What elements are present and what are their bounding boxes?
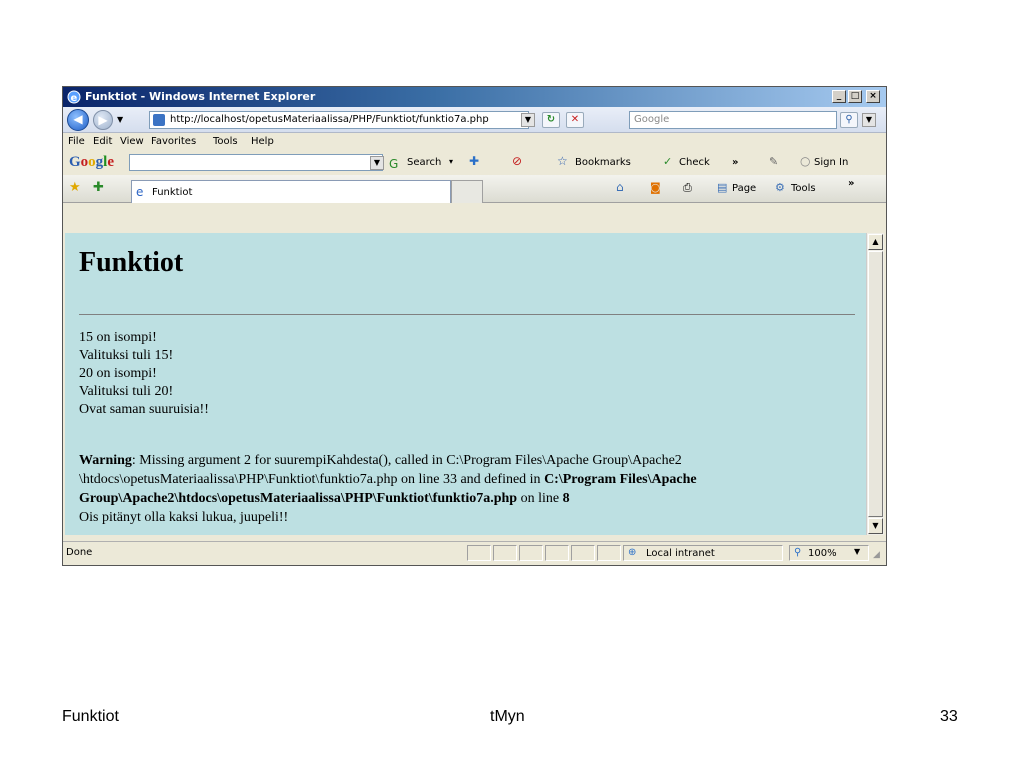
new-tab-button[interactable]: [451, 180, 483, 203]
google-logo: Google: [69, 154, 115, 170]
address-dropdown-button[interactable]: ▼: [521, 113, 535, 127]
menu-favorites[interactable]: Favorites: [151, 136, 197, 147]
php-warning: [79, 451, 859, 527]
tools-gear-icon: ⚙: [775, 181, 785, 194]
window-title: Funktiot - Windows Internet Explorer: [85, 90, 316, 103]
address-input[interactable]: [149, 111, 529, 129]
menu-help[interactable]: Help: [251, 136, 274, 147]
spellcheck-icon[interactable]: ✓: [663, 155, 673, 168]
intranet-icon: ⊕: [628, 547, 637, 558]
google-search-input[interactable]: [129, 154, 383, 171]
google-toolbar: [63, 151, 886, 175]
status-segment: [597, 545, 621, 561]
check-button[interactable]: Check: [679, 157, 710, 168]
forward-button[interactable]: ▶: [93, 110, 113, 130]
more-chevron-icon[interactable]: »: [732, 157, 739, 168]
search-dropdown-icon[interactable]: ▾: [449, 157, 454, 166]
bookmark-star-icon[interactable]: ☆: [557, 154, 568, 168]
output-line: 20 on isompi!: [79, 366, 157, 381]
page-menu-button[interactable]: Page: [732, 183, 757, 194]
menu-view[interactable]: View: [120, 136, 144, 147]
divider: [79, 314, 855, 315]
page-heading: Funktiot: [79, 247, 184, 278]
add-favorites-icon[interactable]: ✚: [93, 180, 104, 195]
status-text: Done: [66, 547, 93, 558]
warning-text-line: on line: [517, 491, 563, 506]
menu-file[interactable]: File: [68, 136, 85, 147]
ie-window: [62, 86, 887, 566]
refresh-icon[interactable]: ↻: [542, 112, 560, 128]
zoom-dropdown-icon[interactable]: ▼: [854, 547, 861, 556]
status-segment: [519, 545, 543, 561]
zoom-icon: ⚲: [794, 547, 802, 558]
vertical-scrollbar[interactable]: [866, 233, 884, 535]
minimize-button[interactable]: _: [832, 90, 846, 103]
footer-title: Funktiot: [62, 708, 119, 725]
stop-icon[interactable]: ✕: [566, 112, 584, 128]
scroll-down-button[interactable]: ▼: [868, 518, 883, 534]
status-segment: [545, 545, 569, 561]
tab-bar: [63, 175, 886, 203]
search-input[interactable]: [629, 111, 837, 129]
menu-edit[interactable]: Edit: [93, 136, 113, 147]
warning-path: C:\Program Files\Apache Group\Apache2\htdocs\opetusMateriaalissa\PHP\Funktiot\funktio7a.php: [79, 472, 697, 506]
feeds-icon[interactable]: ◙: [650, 181, 661, 194]
title-bar[interactable]: [63, 87, 886, 107]
warning-line-number: 8: [562, 491, 570, 506]
search-placeholder: Google: [634, 114, 670, 125]
more-commands-chevron-icon[interactable]: »: [848, 178, 855, 189]
google-search-icon[interactable]: G: [389, 157, 399, 171]
output-line: 15 on isompi!: [79, 330, 157, 345]
address-url: http://localhost/opetusMateriaalissa/PHP/Funktiot/funktio7a.php: [170, 114, 489, 125]
page-icon: ▤: [717, 181, 728, 194]
scroll-up-button[interactable]: ▲: [868, 234, 883, 250]
tab-label: Funktiot: [152, 187, 193, 198]
puzzle-icon[interactable]: ✚: [469, 154, 480, 168]
warning-label: Warning: [79, 453, 132, 468]
sign-in-button[interactable]: Sign In: [814, 157, 849, 168]
page-content: [65, 233, 866, 535]
zoom-text: 100%: [808, 548, 837, 559]
footer-page-number: 33: [940, 708, 958, 725]
zone-segment[interactable]: [623, 545, 783, 561]
wrench-icon[interactable]: ✎: [769, 155, 779, 168]
menu-tools[interactable]: Tools: [213, 136, 238, 147]
recent-pages-dropdown-icon[interactable]: ▼: [117, 115, 124, 124]
output-line: Ovat saman suuruisia!!: [79, 402, 209, 417]
resize-grip-icon[interactable]: ◢: [873, 550, 880, 560]
signin-circle-icon: ○: [800, 154, 811, 168]
back-button[interactable]: ◀: [67, 109, 89, 131]
address-bar: [63, 107, 886, 133]
scroll-thumb[interactable]: [868, 251, 883, 517]
status-segment: [571, 545, 595, 561]
ie-logo-icon: [67, 90, 81, 104]
google-search-dropdown[interactable]: ▼: [370, 156, 384, 170]
search-icon[interactable]: ⚲: [840, 112, 858, 128]
final-line: Ois pitänyt olla kaksi lukua, juupeli!!: [79, 510, 289, 525]
bookmarks-button[interactable]: Bookmarks: [575, 157, 631, 168]
output-line: Valituksi tuli 15!: [79, 348, 174, 363]
page-icon: [153, 114, 165, 126]
zone-text: Local intranet: [646, 548, 715, 559]
menu-bar: [63, 133, 886, 151]
favorites-star-icon[interactable]: ★: [69, 180, 81, 195]
zoom-segment[interactable]: [789, 545, 869, 561]
print-icon[interactable]: ⎙: [683, 181, 692, 194]
svg-text:e: e: [70, 93, 78, 104]
output-lines: [79, 329, 209, 419]
tools-menu-button[interactable]: Tools: [791, 183, 816, 194]
warning-text: : Missing argument 2 for suurempiKahdesta(), called in C:\Program Files\Apache Group\Apache2 \htdocs\opetusMateriaalissa\PHP\Funktiot\funktio7a.php on line 33 and defined in: [79, 453, 682, 487]
close-window-button[interactable]: ×: [866, 90, 880, 103]
popup-blocker-icon[interactable]: ⊘: [512, 154, 523, 168]
output-line: Valituksi tuli 20!: [79, 384, 174, 399]
status-segment: [467, 545, 491, 561]
status-segment: [493, 545, 517, 561]
home-icon[interactable]: ⌂: [616, 180, 624, 194]
google-search-button[interactable]: Search: [407, 157, 442, 168]
tab-funktiot[interactable]: [131, 180, 451, 203]
maximize-button[interactable]: □: [848, 90, 862, 103]
status-bar: [63, 541, 886, 565]
search-options-dropdown[interactable]: ▼: [862, 113, 876, 127]
ie-tab-icon: e: [136, 185, 144, 199]
footer-author: tMyn: [490, 708, 525, 725]
